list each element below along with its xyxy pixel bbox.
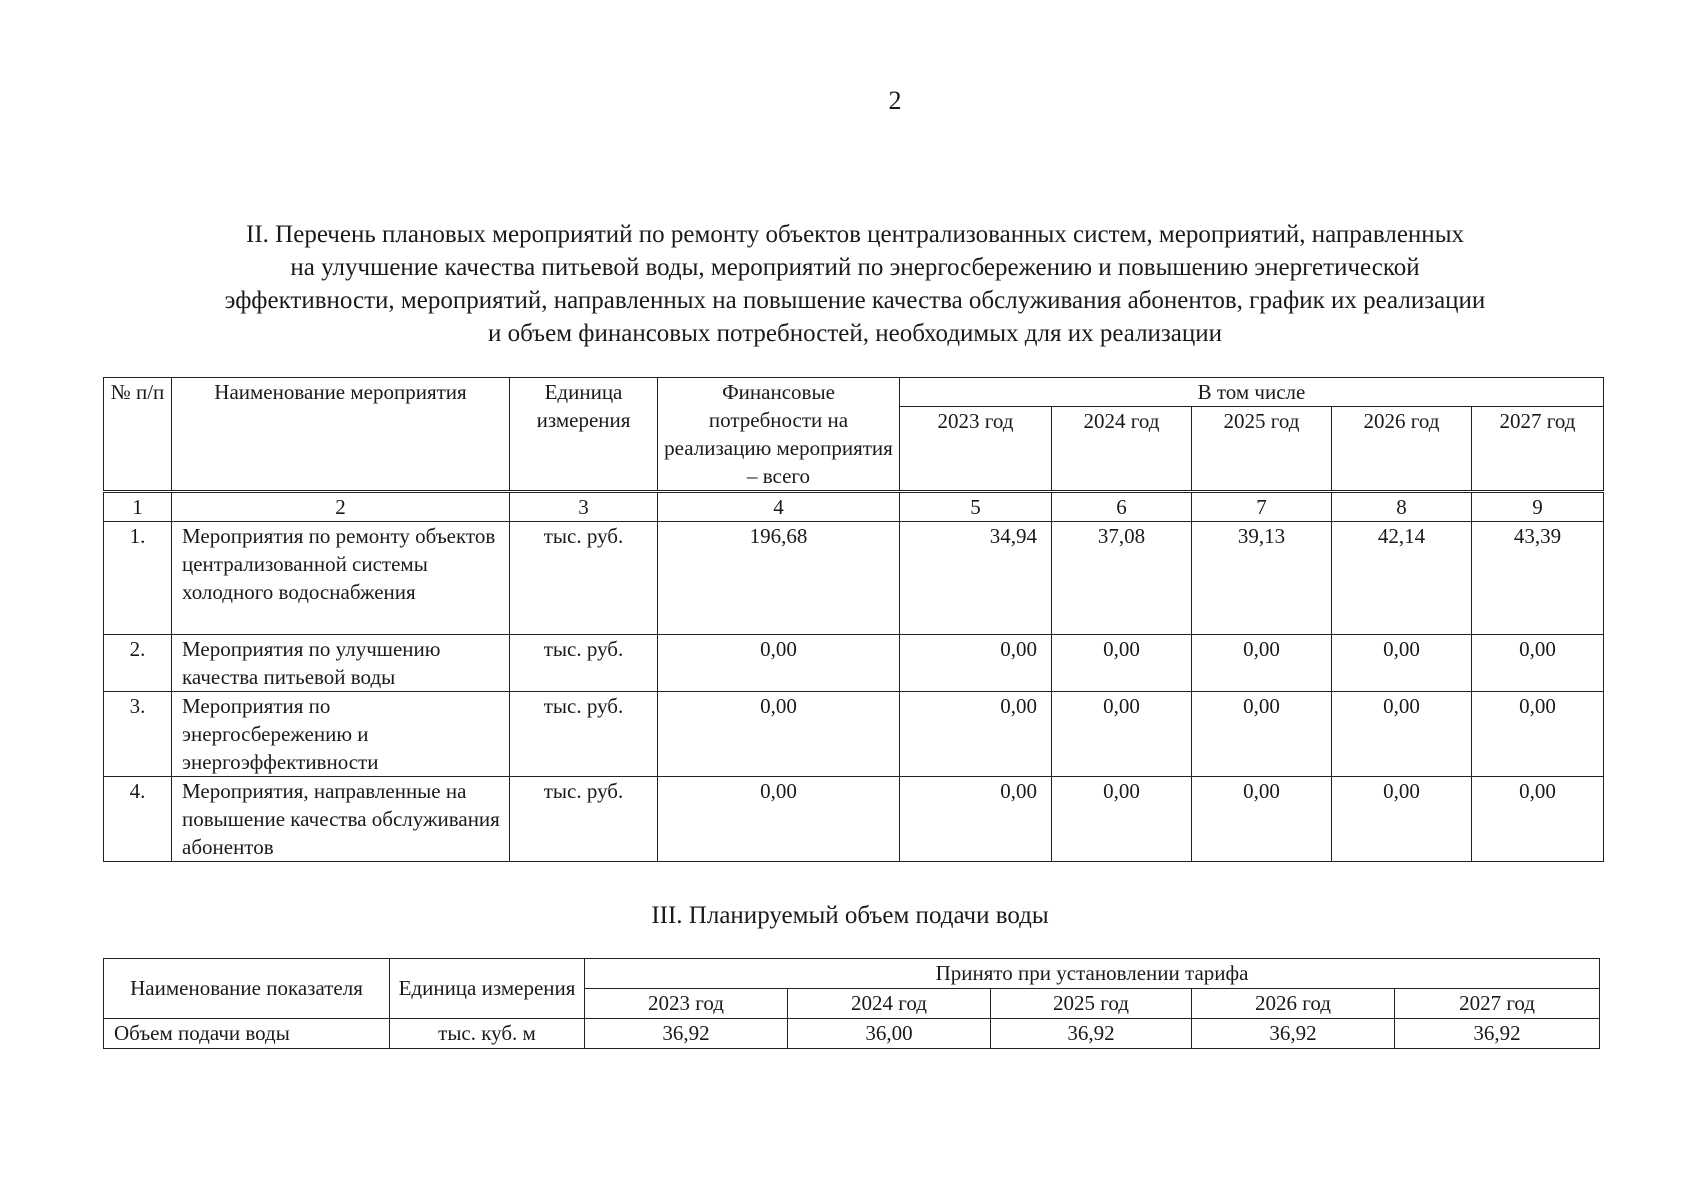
header-year: 2023 год: [900, 407, 1052, 492]
row-value: 36,92: [1192, 1019, 1395, 1049]
row-value: 0,00: [900, 692, 1052, 777]
row-value: 0,00: [1192, 635, 1332, 692]
column-number: 2: [172, 492, 510, 522]
column-number: 5: [900, 492, 1052, 522]
table-row: [104, 522, 1604, 635]
row-unit: тыс. руб.: [510, 692, 658, 777]
header-num: № п/п: [104, 378, 172, 492]
row-unit: тыс. куб. м: [390, 1019, 585, 1049]
section-2-heading: [120, 218, 1590, 350]
row-value: 0,00: [1332, 635, 1472, 692]
row-name: Мероприятия по энергосбережению и энергоэффективности: [172, 692, 510, 777]
header-year: 2027 год: [1395, 989, 1600, 1019]
row-value: 43,39: [1472, 522, 1604, 635]
column-number: 7: [1192, 492, 1332, 522]
section-2-heading-line: и объем финансовых потребностей, необходимых для их реализации: [487, 320, 1223, 347]
table-row: [104, 1019, 1600, 1049]
row-num: 2.: [104, 635, 172, 692]
row-value: 42,14: [1332, 522, 1472, 635]
water-supply-table: [103, 958, 1600, 1049]
row-name: Мероприятия по ремонту объектов централизованной системы холодного водоснабжения: [172, 522, 510, 635]
row-value: 0,00: [1472, 692, 1604, 777]
column-number: 1: [104, 492, 172, 522]
row-value: 0,00: [1192, 692, 1332, 777]
header-unit: Единица измерения: [390, 959, 585, 1019]
header-year: 2026 год: [1192, 989, 1395, 1019]
row-value: 0,00: [1472, 635, 1604, 692]
row-value: 36,92: [585, 1019, 788, 1049]
row-value: 34,94: [900, 522, 1052, 635]
header-including: В том числе: [900, 378, 1604, 407]
column-number: 3: [510, 492, 658, 522]
header-year: 2024 год: [1052, 407, 1192, 492]
row-value: 0,00: [1192, 777, 1332, 862]
row-total: 0,00: [658, 692, 900, 777]
row-unit: тыс. руб.: [510, 777, 658, 862]
row-total: 196,68: [658, 522, 900, 635]
table-row: [104, 635, 1604, 692]
row-value: 0,00: [1052, 777, 1192, 862]
column-number: 9: [1472, 492, 1604, 522]
header-year: 2026 год: [1332, 407, 1472, 492]
row-name: Мероприятия, направленные на повышение качества обслуживания абонентов: [172, 777, 510, 862]
row-value: 37,08: [1052, 522, 1192, 635]
row-value: 0,00: [1472, 777, 1604, 862]
table-row: [104, 777, 1604, 862]
column-number: 8: [1332, 492, 1472, 522]
row-name: Объем подачи воды: [104, 1019, 390, 1049]
row-name: Мероприятия по улучшению качества питьевой воды: [172, 635, 510, 692]
row-value: 0,00: [900, 635, 1052, 692]
row-value: 0,00: [1332, 777, 1472, 862]
header-unit: Единица измерения: [510, 378, 658, 492]
header-year: 2024 год: [788, 989, 991, 1019]
column-number: 4: [658, 492, 900, 522]
column-number-row: [104, 492, 1604, 522]
page-number: 2: [888, 86, 902, 115]
row-total: 0,00: [658, 777, 900, 862]
section-3-heading: III. Планируемый объем подачи воды: [651, 902, 1049, 929]
row-value: 36,92: [991, 1019, 1192, 1049]
section-2-heading-line: на улучшение качества питьевой воды, мероприятий по энергосбережению и повышению энергетической: [290, 254, 1420, 281]
row-value: 0,00: [1052, 635, 1192, 692]
header-indicator-name: Наименование показателя: [104, 959, 390, 1019]
column-number: 6: [1052, 492, 1192, 522]
section-2-heading-line: II. Перечень плановых мероприятий по ремонту объектов централизованных систем, мероприятий, направленных: [246, 221, 1464, 248]
header-total: Финансовые потребности на реализацию мероприятия – всего: [658, 378, 900, 492]
row-value: 0,00: [900, 777, 1052, 862]
header-year: 2023 год: [585, 989, 788, 1019]
section-2-heading-line: эффективности, мероприятий, направленных на повышение качества обслуживания абонентов, график их реализации: [224, 287, 1486, 314]
row-num: 1.: [104, 522, 172, 635]
measures-table: [103, 377, 1604, 862]
header-accepted: Принято при установлении тарифа: [585, 959, 1600, 989]
header-year: 2025 год: [1192, 407, 1332, 492]
row-value: 0,00: [1332, 692, 1472, 777]
table-row: [104, 692, 1604, 777]
row-value: 36,00: [788, 1019, 991, 1049]
row-unit: тыс. руб.: [510, 635, 658, 692]
row-num: 4.: [104, 777, 172, 862]
row-value: 39,13: [1192, 522, 1332, 635]
header-name: Наименование мероприятия: [172, 378, 510, 492]
header-year: 2025 год: [991, 989, 1192, 1019]
row-unit: тыс. руб.: [510, 522, 658, 635]
row-value: 0,00: [1052, 692, 1192, 777]
row-num: 3.: [104, 692, 172, 777]
row-total: 0,00: [658, 635, 900, 692]
header-year: 2027 год: [1472, 407, 1604, 492]
row-value: 36,92: [1395, 1019, 1600, 1049]
